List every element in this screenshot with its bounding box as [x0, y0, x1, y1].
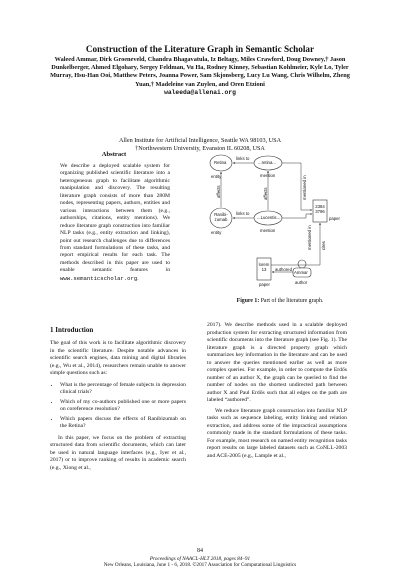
graph-svg	[205, 150, 350, 295]
list-item: • Which of my co-authors published one or more papers on coreference resolution?	[60, 399, 186, 414]
intro-paragraph-3: 2017). We describe methods used in a scalable deployed production system for extracting structured information from scientific documents into the literature graph (see Fig. 1). The literature graph is a directed property graph which summarizes key information in the literature and can be used to answer the queries mentioned earlier as well as more complex queries. For example, in order to compute the Erdős number of an author X, the graph can be queried to find the number of nodes on the shortest undirected path between author X and Paul Erdős such that all edges on the path are labeled “authored”.	[207, 322, 347, 403]
node-type-entity-1: entity	[211, 174, 222, 179]
list-item: • What is the percentage of female subjects in depression clinical trials?	[60, 382, 186, 397]
abstract-url[interactable]: www.semanticscholar.org	[60, 274, 138, 282]
node-label-ranibizumab: Ranibi-zumab	[214, 212, 228, 222]
list-item: • Which papers discuss the effects of Ranibizumab on the Retina?	[60, 416, 186, 431]
contact-email: waleeda@allenai.org	[164, 88, 236, 96]
edge-label-links-to-1: links to	[236, 156, 250, 161]
paper-2-text: lorem 13	[258, 262, 270, 272]
author-list	[44, 56, 356, 97]
node-type-entity-2: entity	[211, 230, 222, 235]
affiliation-northwestern: †Northwestern University, Evanston IL 60208, USA	[135, 145, 265, 152]
intro-column-right	[207, 322, 347, 463]
edge-label-mentioned-in-1: mentioned in	[302, 175, 307, 200]
literature-graph-figure	[205, 150, 350, 295]
edge-mentioned-in-2	[282, 214, 312, 218]
node-type-mention-2: mention	[260, 228, 276, 233]
edge-label-affects-2: affects	[263, 187, 268, 200]
node-type-mention-1: mention	[260, 173, 276, 178]
caption-label: Figure 1:	[236, 298, 260, 304]
page-number: 84	[197, 548, 203, 554]
intro-paragraph-1: The goal of this work is to facilitate algorithmic discovery in the scientific literature. Despite notable advances in scientific search engines, data mining and digital libraries (e.g., Wu et al., 2014), researchers remain unable to answer simple questions such as:	[50, 340, 186, 376]
node-label-retina: Retina	[214, 160, 227, 165]
edge-label-mentioned-in-2: mentioned in	[307, 225, 312, 250]
author-names: Waleed Ammar, Dirk Groeneveld, Chandra Bhagavatula, Iz Beltagy, Miles Crawford, Doug Downey,† Jason Dunkelberger, Ahmed Elgohary, Sergey Feldman, Vu Ha, Rodney Kinney, Sebastian Kohlmeier, Kyle Lo, Tyler Murray, Hsu-Han Ooi, Matthew Peters, Joanna Power, Sam Skjonsberg, Lucy Lu Wang, Chris Wilhelm, Zheng Yuan,† Madeleine van Zuylen, and Oren Etzioni	[50, 56, 350, 88]
edge-cites	[271, 223, 320, 265]
abstract-body	[60, 163, 170, 283]
caption-text: Part of the literature graph.	[259, 298, 324, 304]
figure-caption	[215, 298, 345, 304]
abstract-heading: Abstract	[101, 151, 127, 158]
mention-text-1: ...retina...	[258, 160, 276, 165]
question-list	[50, 382, 186, 431]
edge-label-authored: authored	[275, 267, 292, 272]
intro-paragraph-2: In this paper, we focus on the problem of extracting structured data from scientific documents, which can later be used in natural language interfaces (e.g., Iyer et al., 2017) or to improve ranking of results in academic search (e.g., Xiong et al.,	[50, 434, 186, 471]
edge-label-affects-1: affects	[216, 185, 221, 198]
footer-venue: Proceedings of NAACL-HLT 2018, pages 84–91	[149, 556, 251, 562]
paper-title: Construction of the Literature Graph in Semantic Scholar	[85, 44, 315, 54]
edge-label-links-to-2: links to	[236, 211, 250, 216]
node-type-author: author	[295, 280, 308, 285]
node-type-paper-1: paper	[329, 216, 340, 221]
footer-location: New Orleans, Louisiana, June 1 - 6, 2018. ©2017 Association for Computational Linguistics	[103, 562, 297, 568]
intro-column-left	[50, 340, 186, 476]
edge-label-cites: cites	[321, 241, 326, 250]
author-head	[298, 260, 306, 268]
abstract-text: We describe a deployed scalable system for organizing published scientific literature into a heterogeneous graph to facilitate algorithmic manipulation and discovery. The resulting literature graph consists of more than 280M nodes, representing papers, authors, entities and various interactions between them (e.g., authorships, citations, entity mentions). We reduce literature graph construction into familiar NLP tasks (e.g., entity extraction and linking), point out research challenges due to differences from standard formulations of these tasks, and report empirical results for each task. The methods described in this paper are used to enable semantic features in	[60, 163, 170, 274]
section-heading-introduction: 1 Introduction	[50, 326, 94, 334]
affiliation-ai2: Allen Institute for Artificial Intelligence, Seattle WA 98103, USA	[118, 137, 282, 144]
edge-mentioned-in-1	[282, 163, 312, 210]
paper-1-text: 2384 3796	[315, 204, 325, 214]
abstract-text-end: .	[137, 275, 139, 282]
author-id: Ammar	[294, 270, 308, 275]
node-type-paper-2: paper	[259, 282, 270, 287]
mention-text-2: ...Lucentis...	[257, 215, 281, 220]
intro-paragraph-4: We reduce literature graph construction into familiar NLP tasks such as sequence labeling, entity linking and relation extraction, and address some of the impractical assumptions commonly made in the standard formulations of these tasks. For example, most research on named entity recognition tasks report results on large labeled datasets such as CoNLL-2003 and ACE-2005 (e.g., Lample et al.,	[207, 407, 347, 459]
